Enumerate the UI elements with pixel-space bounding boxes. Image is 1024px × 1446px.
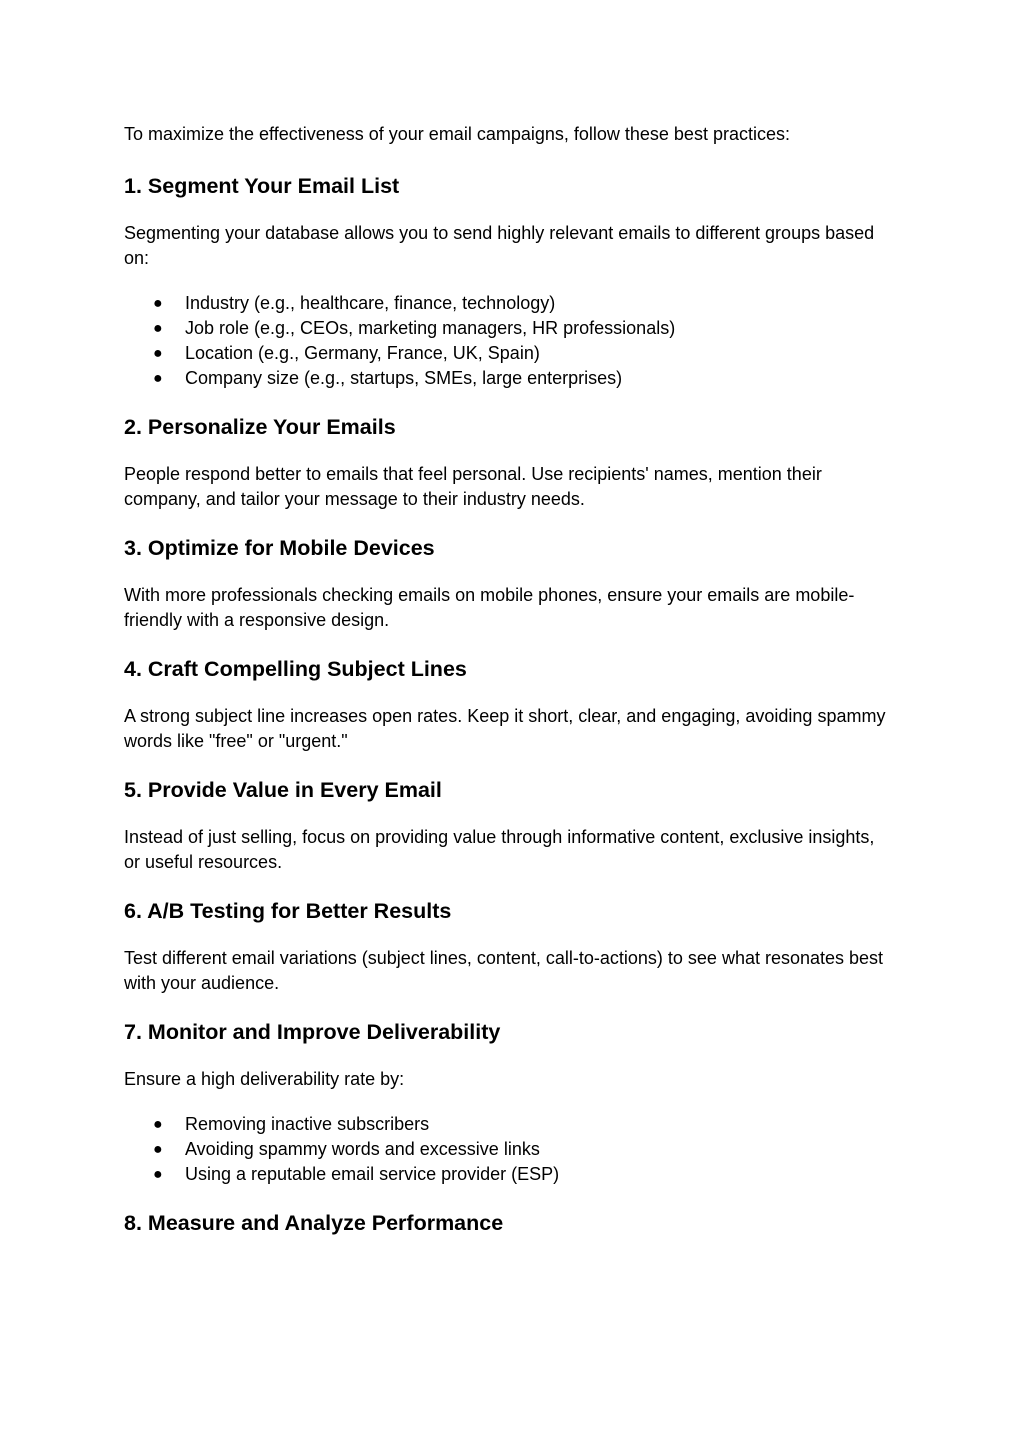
bullet-list — [124, 291, 894, 391]
list-item — [124, 366, 894, 391]
bullet-list — [124, 1112, 894, 1187]
bullet-icon: ● — [153, 345, 163, 362]
intro-paragraph: To maximize the effectiveness of your email campaigns, follow these best practices: — [124, 124, 790, 144]
section-ab-testing — [124, 897, 894, 996]
section-subject-lines — [124, 655, 894, 754]
list-item-text: Company size (e.g., startups, SMEs, large enterprises) — [185, 368, 623, 388]
section-heading: 7. Monitor and Improve Deliverability — [124, 1020, 501, 1044]
list-item-text: Avoiding spammy words and excessive links — [185, 1139, 540, 1159]
section-heading: 3. Optimize for Mobile Devices — [124, 536, 435, 560]
list-item — [124, 341, 894, 366]
bullet-icon: ● — [153, 1141, 163, 1158]
section-paragraph: Instead of just selling, focus on providing value through informative content, exclusive insights, or useful resources. — [124, 827, 875, 872]
section-paragraph: With more professionals checking emails on mobile phones, ensure your emails are mobile-friendly with a responsive design. — [124, 585, 855, 630]
bullet-icon: ● — [153, 1166, 163, 1183]
section-heading: 2. Personalize Your Emails — [124, 415, 396, 439]
list-item — [124, 316, 894, 341]
bullet-icon: ● — [153, 1116, 163, 1133]
bullet-icon: ● — [153, 320, 163, 337]
list-item-text: Using a reputable email service provider (ESP) — [185, 1164, 560, 1184]
list-item — [124, 291, 894, 316]
section-heading: 5. Provide Value in Every Email — [124, 778, 442, 802]
list-item — [124, 1137, 894, 1162]
list-item-text: Industry (e.g., healthcare, finance, technology) — [185, 293, 556, 313]
section-paragraph: Ensure a high deliverability rate by: — [124, 1069, 405, 1089]
section-provide-value — [124, 776, 894, 875]
section-heading: 8. Measure and Analyze Performance — [124, 1211, 504, 1235]
section-paragraph: A strong subject line increases open rates. Keep it short, clear, and engaging, avoiding spammy words like "free" or "urgent." — [124, 706, 886, 751]
section-heading: 4. Craft Compelling Subject Lines — [124, 657, 467, 681]
section-heading: 6. A/B Testing for Better Results — [124, 899, 452, 923]
section-segment-email-list — [124, 172, 894, 391]
section-deliverability — [124, 1018, 894, 1187]
list-item-text: Removing inactive subscribers — [185, 1114, 430, 1134]
section-paragraph: Test different email variations (subject lines, content, call-to-actions) to see what resonates best with your audience. — [124, 948, 884, 993]
list-item — [124, 1162, 894, 1187]
bullet-icon: ● — [153, 295, 163, 312]
list-item-text: Location (e.g., Germany, France, UK, Spain) — [185, 343, 540, 363]
list-item — [124, 1112, 894, 1137]
section-measure-performance — [124, 1209, 894, 1237]
section-paragraph: People respond better to emails that feel personal. Use recipients' names, mention their company, and tailor your message to their industry needs. — [124, 464, 822, 509]
section-heading: 1. Segment Your Email List — [124, 174, 400, 198]
section-personalize-emails — [124, 413, 894, 512]
list-item-text: Job role (e.g., CEOs, marketing managers, HR professionals) — [185, 318, 676, 338]
section-paragraph: Segmenting your database allows you to send highly relevant emails to different groups based on: — [124, 223, 875, 268]
bullet-icon: ● — [153, 370, 163, 387]
section-optimize-mobile — [124, 534, 894, 633]
